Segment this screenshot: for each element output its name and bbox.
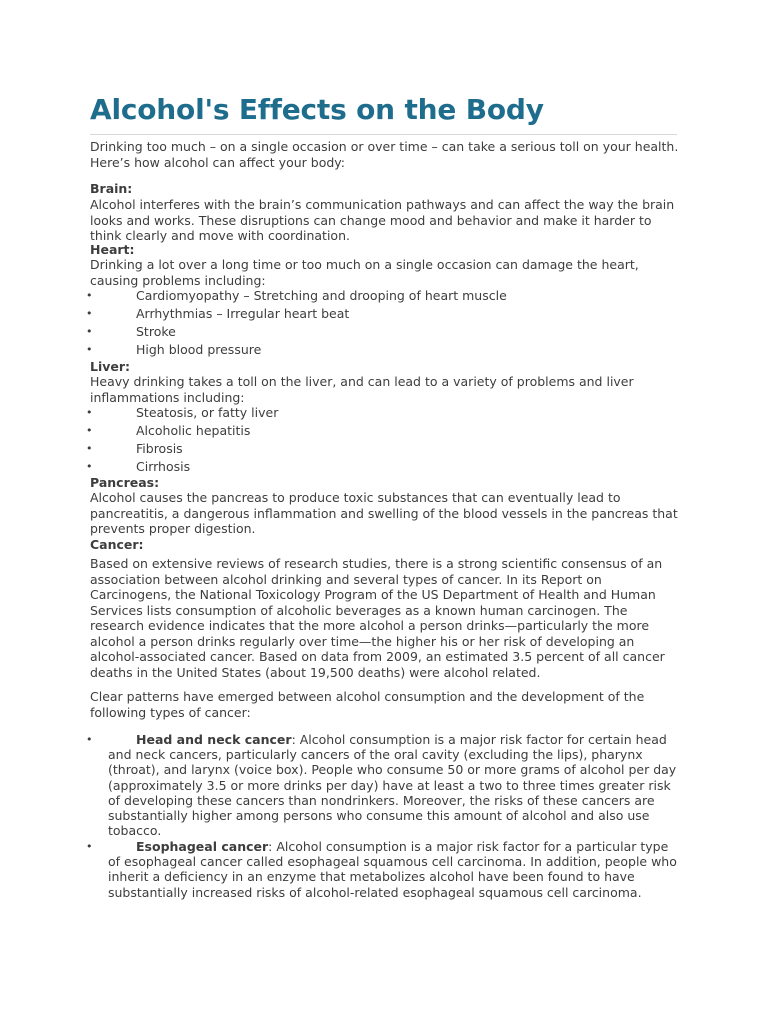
- brain-heading: Brain:: [90, 181, 133, 196]
- cancer-heading: Cancer:: [90, 537, 144, 552]
- list-item: [0, 459, 768, 475]
- bullet-icon: •: [86, 343, 93, 356]
- list-item: [0, 405, 768, 421]
- cancer-type-name: Esophageal cancer: [136, 839, 269, 854]
- list-item: [0, 288, 768, 304]
- list-item-text: Stroke: [136, 324, 176, 339]
- cancer-paragraph: Based on extensive reviews of research studies, there is a strong scientific consensus of an association between alcohol drinking and several types of cancer. In its Report on Carcinogens, the National Toxicology Program of the US Department of Health and Human Services lists consumption of alcoholic beverages as a known human carcinogen. The research evidence indicates that the more alcohol a person drinks—particularly the more alcohol a person drinks regularly over time—the higher his or her risk of developing an alcohol-associated cancer. Based on data from 2009, an estimated 3.5 percent of all cancer deaths in the United States (about 19,500 deaths) were alcohol related.: [90, 556, 665, 680]
- list-item: [0, 441, 768, 457]
- list-item-text: Alcoholic hepatitis: [136, 423, 251, 438]
- liver-paragraph: Heavy drinking takes a toll on the liver, and can lead to a variety of problems and liver inflammations including:: [90, 374, 634, 405]
- list-item: [0, 324, 768, 340]
- bullet-icon: •: [86, 840, 93, 853]
- heart-heading: Heart:: [90, 242, 135, 257]
- list-item-text: Cardiomyopathy – Stretching and drooping of heart muscle: [136, 288, 507, 303]
- cancer-type-text: [108, 732, 680, 838]
- cancer-type-description: : Alcohol consumption is a major risk factor for a particular type of esophageal cancer called esophageal squamous cell carcinoma. In addition, people who inherit a deficiency in an enzyme that metabolizes alcohol have been found to have substantially increased risks of alcohol-related esophageal squamous cell carcinoma.: [108, 839, 677, 900]
- bullet-icon: •: [86, 424, 93, 437]
- bullet-icon: •: [86, 442, 93, 455]
- list-item-text: Fibrosis: [136, 441, 183, 456]
- bullet-icon: •: [86, 460, 93, 473]
- pancreas-paragraph: Alcohol causes the pancreas to produce toxic substances that can eventually lead to pancreatitis, a dangerous inflammation and swelling of the blood vessels in the pancreas that prevents proper digestion.: [90, 490, 678, 536]
- list-item-text: Arrhythmias – Irregular heart beat: [136, 306, 350, 321]
- bullet-icon: •: [86, 733, 93, 746]
- list-item-text: Cirrhosis: [136, 459, 191, 474]
- brain-paragraph: Alcohol interferes with the brain’s communication pathways and can affect the way the brain looks and works. These disruptions can change mood and behavior and make it harder to think clearly and move with coordination.: [90, 197, 675, 243]
- cancer-type-name: Head and neck cancer: [136, 732, 292, 747]
- heart-paragraph: Drinking a lot over a long time or too much on a single occasion can damage the heart, causing problems including:: [90, 257, 639, 288]
- cancer-type-description: : Alcohol consumption is a major risk factor for certain head and neck cancers, particularly cancers of the oral cavity (excluding the lips), pharynx (throat), and larynx (voice box). People who consume 50 or more grams of alcohol per day (approximately 3.5 or more drinks per day) have at least a two to three times greater risk of developing these cancers than nondrinkers. Moreover, the risks of these cancers are substantially higher among persons who consume this amount of alcohol and also use tobacco.: [108, 732, 677, 839]
- page-title: Alcohol's Effects on the Body: [90, 93, 544, 126]
- list-item: [0, 423, 768, 439]
- bullet-icon: •: [86, 289, 93, 302]
- list-item: [0, 306, 768, 322]
- cancer-type-text: [108, 839, 680, 900]
- bullet-icon: •: [86, 325, 93, 338]
- title-divider: [90, 134, 677, 135]
- list-item-text: High blood pressure: [136, 342, 262, 357]
- bullet-icon: •: [86, 307, 93, 320]
- list-item: [0, 342, 768, 358]
- cancer-patterns-paragraph: Clear patterns have emerged between alcohol consumption and the development of the following types of cancer:: [90, 689, 645, 720]
- pancreas-heading: Pancreas:: [90, 475, 160, 490]
- list-item-text: Steatosis, or fatty liver: [136, 405, 279, 420]
- intro-paragraph: Drinking too much – on a single occasion or over time – can take a serious toll on your health. Here’s how alcohol can affect your body:: [90, 139, 679, 170]
- liver-heading: Liver:: [90, 359, 131, 374]
- bullet-icon: •: [86, 406, 93, 419]
